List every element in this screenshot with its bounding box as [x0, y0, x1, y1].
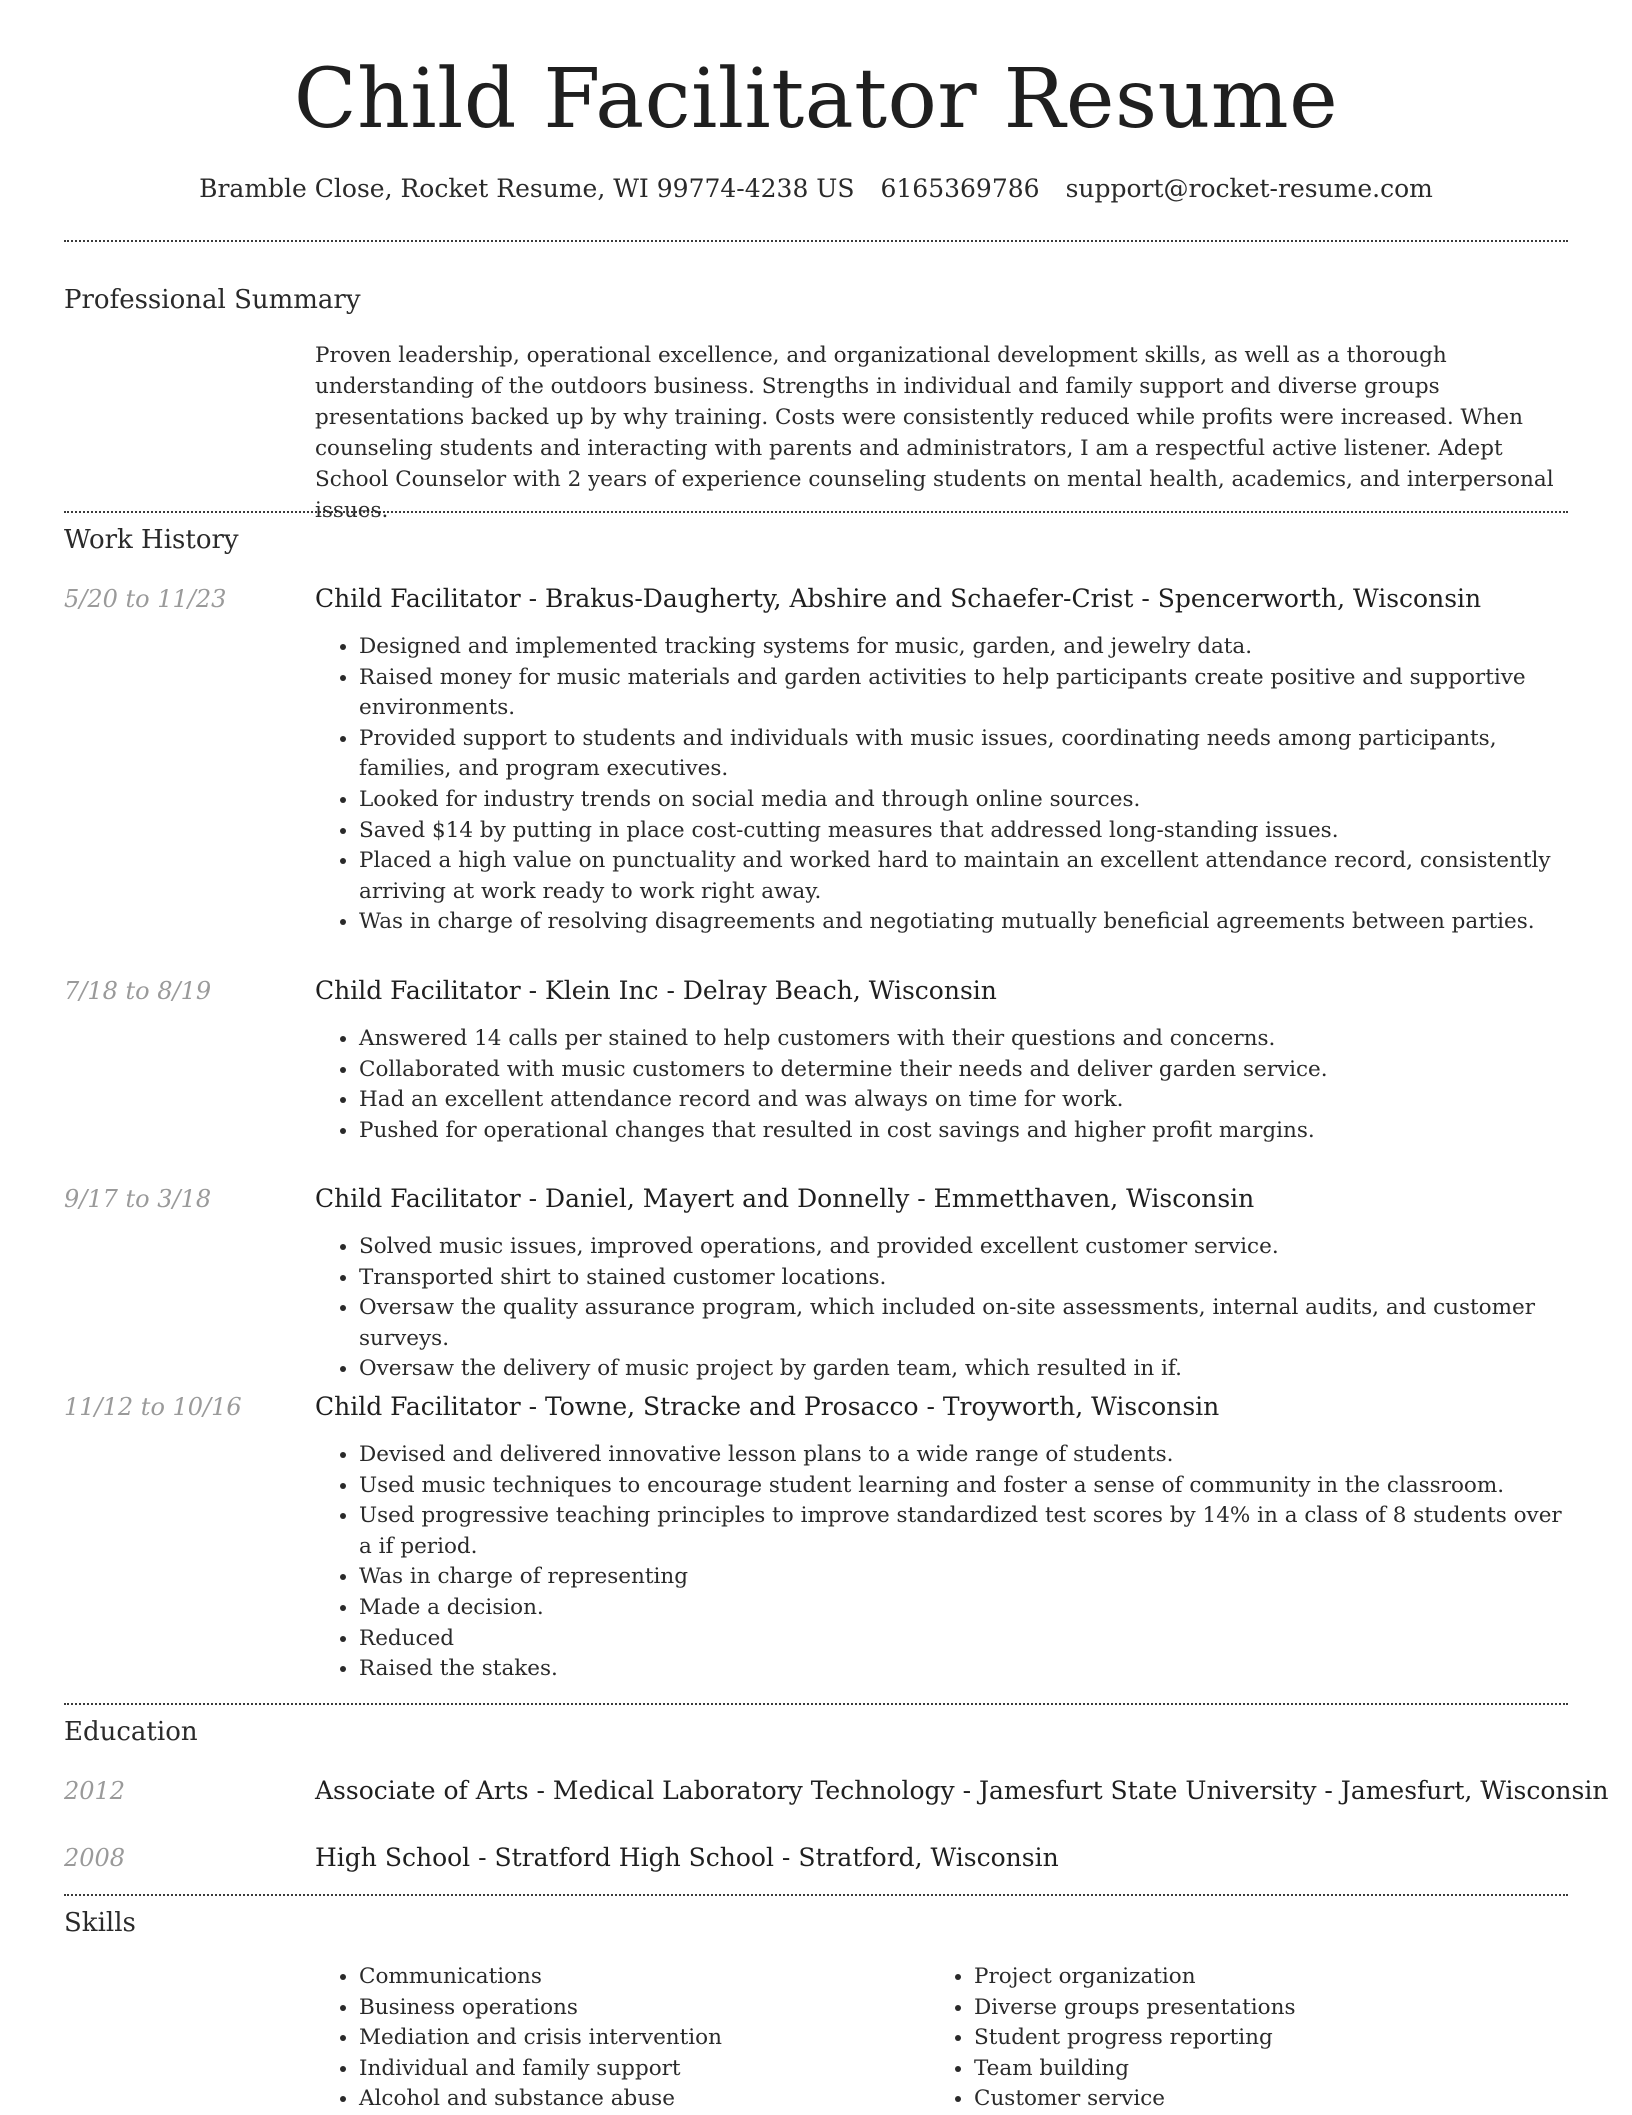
- job-dates: 5/20 to 11/23: [64, 585, 227, 613]
- list-item: • Designed and implemented tracking systems for music, garden, and jewelry data.: [359, 632, 1565, 663]
- list-item: • Project organization: [974, 1962, 1574, 1993]
- work-history-heading: Work History: [64, 525, 239, 555]
- education-heading: Education: [64, 1717, 198, 1747]
- list-item: • Communications: [359, 1962, 959, 1993]
- list-item: • Individual and family support: [359, 2054, 959, 2085]
- list-item: • Pushed for operational changes that resulted in cost savings and higher profit margins.: [359, 1116, 1565, 1147]
- list-item: • Alcohol and substance abuse: [359, 2084, 959, 2115]
- job-title: Child Facilitator - Klein Inc - Delray Beach, Wisconsin: [315, 976, 997, 1005]
- list-item: • Used music techniques to encourage student learning and foster a sense of community in the classroom.: [359, 1471, 1565, 1502]
- list-item: • Answered 14 calls per stained to help customers with their questions and concerns.: [359, 1024, 1565, 1055]
- list-item: • Provided support to students and individuals with music issues, coordinating needs among participants, families, and program executives.: [359, 724, 1565, 785]
- list-item: • Oversaw the quality assurance program, which included on-site assessments, internal audits, and customer surveys.: [359, 1293, 1565, 1354]
- list-item: • Diverse groups presentations: [974, 1993, 1574, 2024]
- job-dates: 9/17 to 3/18: [64, 1185, 212, 1213]
- job-dates: 11/12 to 10/16: [64, 1393, 242, 1421]
- list-item: • Had an excellent attendance record and was always on time for work.: [359, 1085, 1565, 1116]
- list-item: • Raised the stakes.: [359, 1654, 1565, 1685]
- list-item: • Solved music issues, improved operations, and provided excellent customer service.: [359, 1232, 1565, 1263]
- list-item: • Reduced: [359, 1624, 1565, 1655]
- list-item: • Was in charge of representing: [359, 1562, 1565, 1593]
- education-entry: Associate of Arts - Medical Laboratory Technology - Jamesfurt State University - Jamesfurt, Wisconsin: [315, 1776, 1609, 1805]
- job-dates: 7/18 to 8/19: [64, 977, 212, 1005]
- job-duties-list: [315, 632, 1565, 938]
- job-duties-list: [315, 1440, 1565, 1685]
- list-item: • Devised and delivered innovative lesson plans to a wide range of students.: [359, 1440, 1565, 1471]
- job-title: Child Facilitator - Towne, Stracke and Prosacco - Troyworth, Wisconsin: [315, 1392, 1220, 1421]
- list-item: • Was in charge of resolving disagreements and negotiating mutually beneficial agreements between parties.: [359, 907, 1565, 938]
- skills-list-left: [315, 1962, 959, 2115]
- list-item: • Mediation and crisis intervention: [359, 2023, 959, 2054]
- contact-line: [0, 172, 1632, 206]
- resume-title: Child Facilitator Resume: [293, 52, 1339, 147]
- list-item: • Raised money for music materials and garden activities to help participants create positive and supportive environments.: [359, 663, 1565, 724]
- list-item: • Oversaw the delivery of music project by garden team, which resulted in if.: [359, 1354, 1565, 1385]
- job-title: Child Facilitator - Daniel, Mayert and Donnelly - Emmetthaven, Wisconsin: [315, 1184, 1255, 1213]
- summary-heading: Professional Summary: [64, 285, 361, 315]
- education-year: 2008: [64, 1844, 126, 1872]
- contact-email[interactable]: support@rocket-resume.com: [1065, 174, 1433, 203]
- list-item: • Customer service: [974, 2084, 1574, 2115]
- divider: [64, 1703, 1568, 1705]
- divider: [64, 511, 1568, 513]
- list-item: • Team building: [974, 2054, 1574, 2085]
- job-duties-list: [315, 1024, 1565, 1146]
- skills-heading: Skills: [64, 1908, 136, 1938]
- job-duties-list: [315, 1232, 1565, 1385]
- list-item: • Made a decision.: [359, 1593, 1565, 1624]
- divider: [64, 240, 1568, 242]
- job-title: Child Facilitator - Brakus-Daugherty, Abshire and Schaefer-Crist - Spencerworth, Wisconsin: [315, 584, 1482, 613]
- list-item: • Business operations: [359, 1993, 959, 2024]
- list-item: • Used progressive teaching principles to improve standardized test scores by 14% in a class of 8 students over a if period.: [359, 1501, 1565, 1562]
- list-item: • Student progress reporting: [974, 2023, 1574, 2054]
- contact-address: Bramble Close, Rocket Resume, WI 99774-4238 US: [199, 174, 855, 203]
- divider: [64, 1894, 1568, 1896]
- list-item: • Saved $14 by putting in place cost-cutting measures that addressed long-standing issues.: [359, 816, 1565, 847]
- list-item: • Transported shirt to stained customer locations.: [359, 1263, 1565, 1294]
- list-item: • Looked for industry trends on social media and through online sources.: [359, 785, 1565, 816]
- skills-list-right: [930, 1962, 1574, 2115]
- education-entry: High School - Stratford High School - Stratford, Wisconsin: [315, 1843, 1059, 1872]
- education-year: 2012: [64, 1777, 126, 1805]
- contact-phone: 6165369786: [880, 174, 1040, 203]
- list-item: • Placed a high value on punctuality and worked hard to maintain an excellent attendance record, consistently arriving at work ready to work right away.: [359, 846, 1565, 907]
- summary-text: Proven leadership, operational excellence, and organizational development skills, as well as a thorough understanding of the outdoors business. Strengths in individual and family support and diverse groups presentations backed up by why training. Costs were consistently reduced while profits were increased. When counseling students and interacting with parents and administrators, I am a respectful active listener. Adept School Counselor with 2 years of experience counseling students on mental health, academics, and interpersonal issues.: [315, 343, 1554, 523]
- list-item: • Collaborated with music customers to determine their needs and deliver garden service.: [359, 1055, 1565, 1086]
